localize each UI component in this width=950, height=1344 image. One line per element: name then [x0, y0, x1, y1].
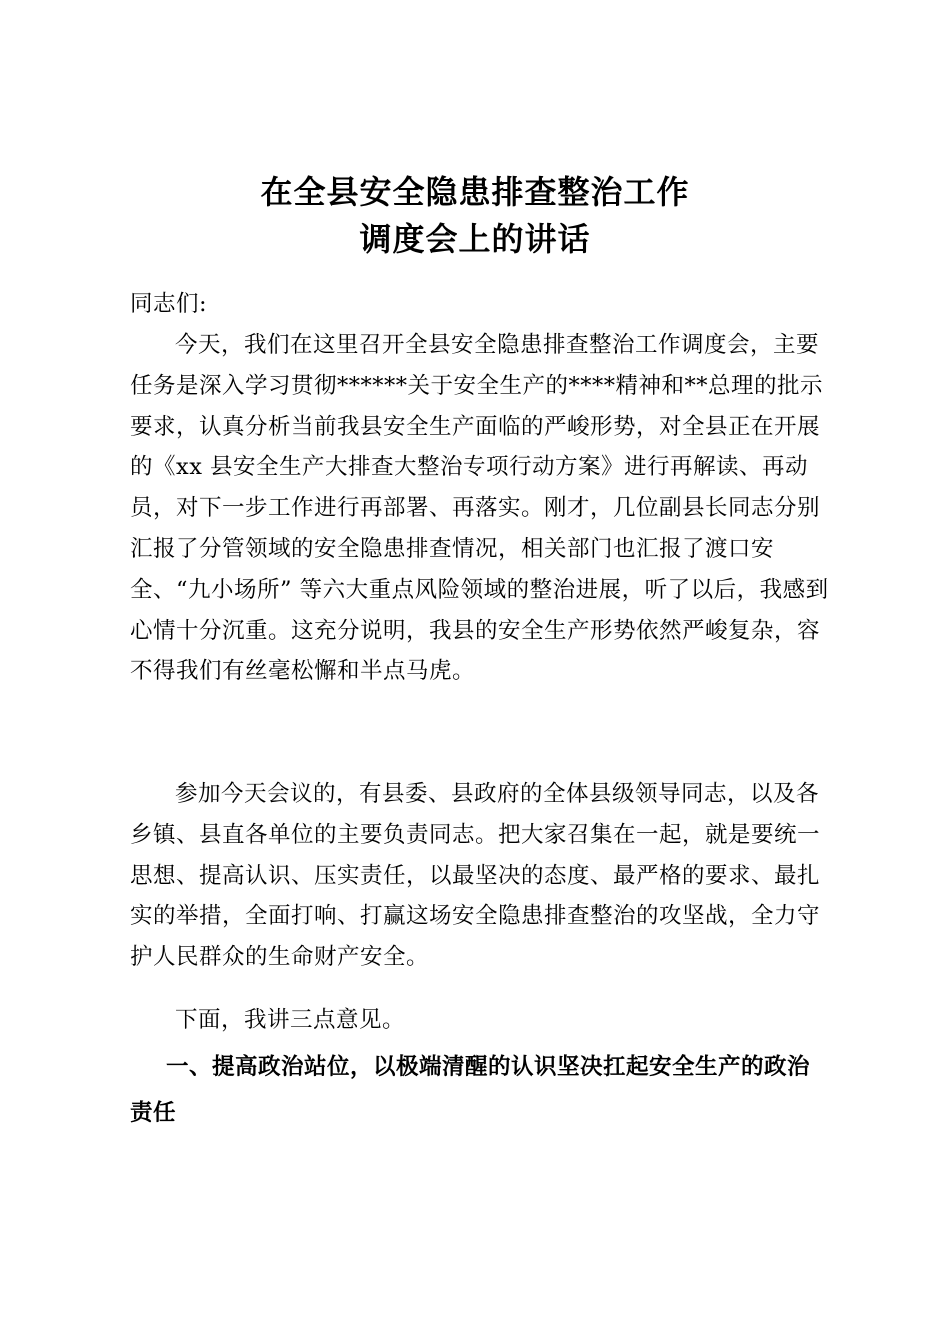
paragraph-opening: 今天，我们在这里召开全县安全隐患排查整治工作调度会，主要任务是深入学习贯彻******关于安全生产的****精神和**总理的批示要求，认真分析当前我县安全生产面临的严峻形势，对全县正在开展的《xx 县安全生产大排查大整治专项行动方案》进行再解读、再动员，对下一步工作进行再部署、再落实。刚才，几位副县长同志分别汇报了分管领域的安全隐患排查情况，相关部门也汇报了渡口安全、“九小场所” 等六大重点风险领域的整治进展，听了以后，我感到心情十分沉重。这充分说明，我县的安全生产形势依然严峻复杂，容不得我们有丝毫松懈和半点马虎。 [130, 332, 829, 685]
section-heading-1: 一、提高政治站位，以极端清醒的认识坚决扛起安全生产的政治责任 [130, 1054, 811, 1126]
document-title-line-2: 调度会上的讲话 [359, 220, 591, 258]
paragraph-attendees: 参加今天会议的，有县委、县政府的全体县级领导同志，以及各乡镇、县直各单位的主要负责同志。把大家召集在一起，就是要统一思想、提高认识、压实责任，以最坚决的态度、最严格的要求、最扎实的举措，全面打响、打赢这场安全隐患排查整治的攻坚战，全力守护人民群众的生命财产安全。 [130, 781, 821, 971]
document-title-line-1: 在全县安全隐患排查整治工作 [260, 173, 690, 211]
paragraph-transition: 下面，我讲三点意见。 [175, 1007, 406, 1033]
salutation: 同志们: [130, 291, 208, 317]
